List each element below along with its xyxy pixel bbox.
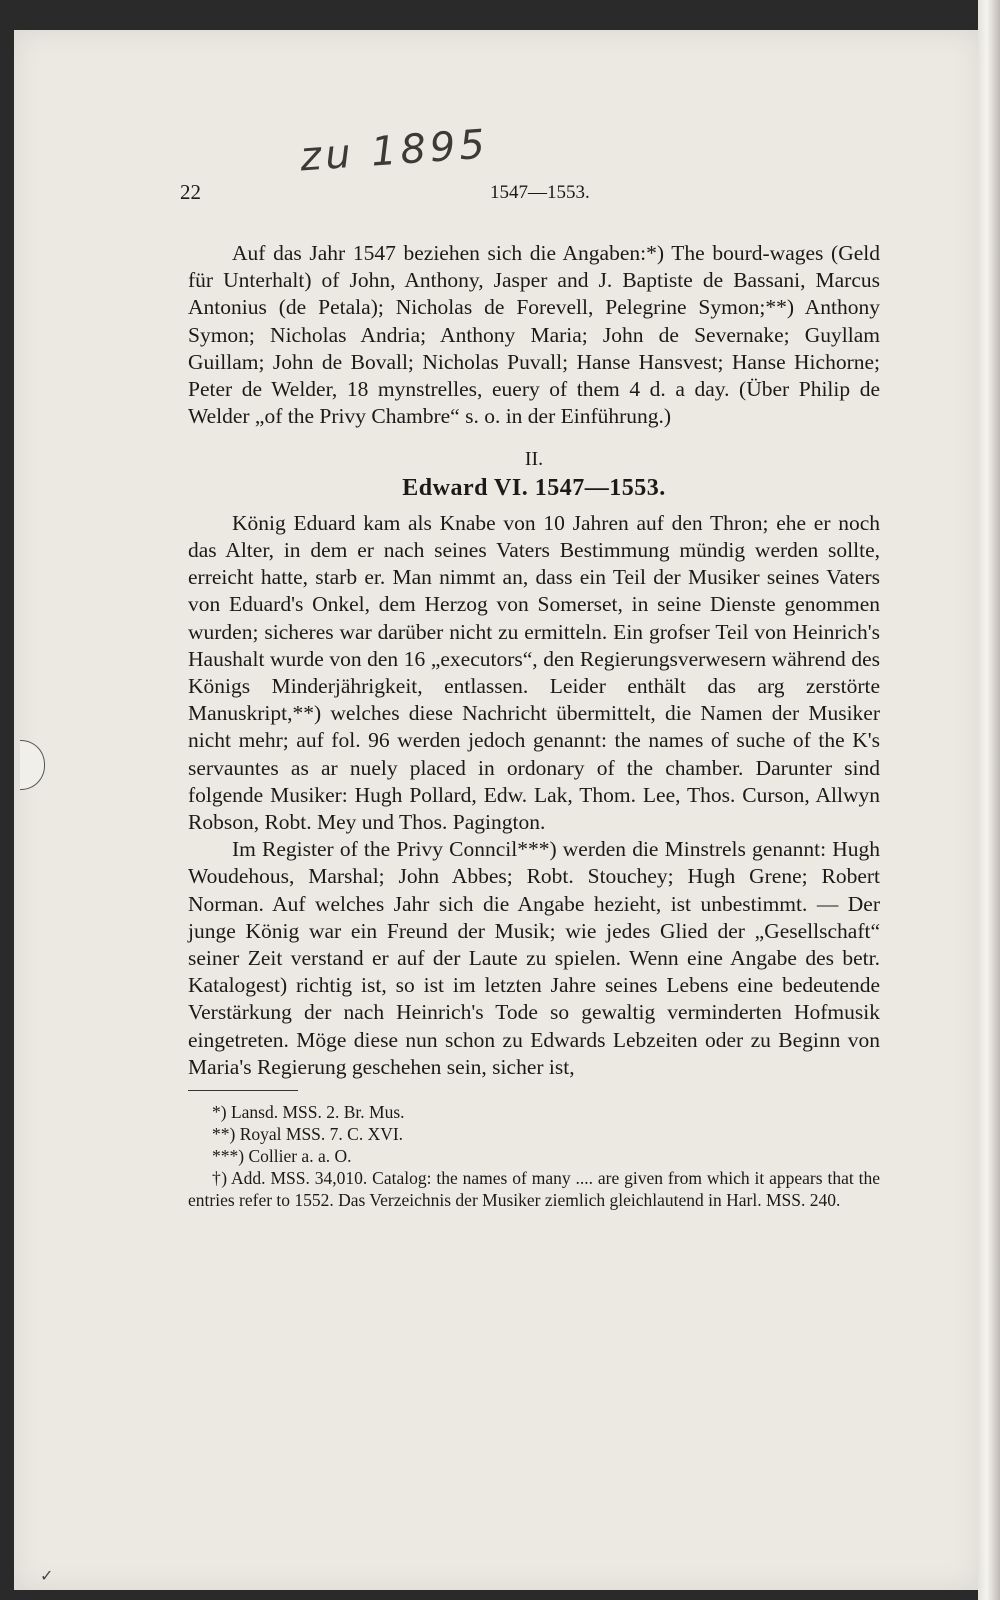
page-edge: [978, 0, 1000, 1600]
footnote-1: *) Lansd. MSS. 2. Br. Mus.: [212, 1102, 405, 1123]
paragraph-3: Im Register of the Privy Conncil***) werden die Minstrels genannt: Hugh Woudehous, Marshal; John Abbes; Robt. Stouchey; Hugh Grene; Robert Norman. Auf welches Jahr sich die Angabe hezieht, ist unbestimmt. — Der junge König war ein Freund der Musik; wie jedes Glied der „Gesellschaft“ seiner Zeit verstand er auf der Laute zu spielen. Wenn eine Angabe des betr. Katalogest) richtig ist, so ist im letzten Jahre seines Lebens eine bedeutende Verstärkung der nach Heinrich's Tode so gewaltig verminderten Hofmusik eingetreten. Möge diese nun schon zu Edwards Lebzeiten oder zu Beginn von Maria's Regierung geschehen sein, sicher ist,: [188, 837, 880, 1079]
footnote-rule: [188, 1090, 298, 1091]
body-text: [188, 240, 880, 1211]
running-head: 1547—1553.: [490, 182, 590, 203]
footnote-4: †) Add. MSS. 34,010. Catalog: the names of many .... are given from which it appears that the entries refer to 1552. Das Verzeichnis der Musiker ziemlich gleichlautend in Harl. MSS. 240.: [188, 1168, 880, 1211]
footnotes: [188, 1101, 880, 1211]
footnote-2: **) Royal MSS. 7. C. XVI.: [212, 1124, 404, 1145]
section-title: Edward VI. 1547—1553.: [402, 474, 666, 501]
section-number: II.: [524, 448, 544, 471]
paragraph-1: Auf das Jahr 1547 beziehen sich die Angaben:*) The bourd-wages (Geld für Unterhalt) of John, Anthony, Jasper and J. Baptiste de Bassani, Marcus Antonius (de Petala); Nicholas de Forevell, Pelegrine Symon;**) Anthony Symon; Nicholas Andria; Anthony Maria; John de Severnake; Guyllam Guillam; John de Bovall; Nicholas Puvall; Hanse Hansvest; Hanse Hichorne; Peter de Welder, 18 mynstrelles, euery of them 4 d. a day. (Über Philip de Welder „of the Privy Chambre“ s. o. in der Einführung.): [188, 241, 880, 429]
corner-mark: ✓: [40, 1568, 54, 1585]
page-number: 22: [180, 180, 201, 204]
paragraph-2: König Eduard kam als Knabe von 10 Jahren auf den Thron; ehe er noch das Alter, in dem er nach seines Vaters Bestimmung mündig werden sollte, erreicht hatte, starb er. Man nimmt an, dass ein Teil der Musiker seines Vaters von Eduard's Onkel, dem Herzog von Somerset, in seine Dienste genommen wurden; sicheres war darüber nicht zu ermitteln. Ein grofser Teil von Heinrich's Haushalt wurde von den 16 „executors“, den Regierungsverwesern während des Königs Minderjährigkeit, entlassen. Leider enthält das arg zerstörte Manuskript,**) welches diese Nachricht übermittelt, die Namen der Musiker nicht mehr; auf fol. 96 werden jedoch genannt: the names of suche of the K's servauntes as ar nuely placed in ordonary of the chamber. Darunter sind folgende Musiker: Hugh Pollard, Edw. Lak, Thom. Lee, Thos. Curson, Allwyn Robson, Robt. Mey und Thos. Pagington.: [188, 510, 880, 835]
handwritten-note: zu 1895: [298, 121, 491, 181]
page-header: [180, 180, 900, 210]
footnote-3: ***) Collier a. a. O.: [212, 1146, 352, 1167]
